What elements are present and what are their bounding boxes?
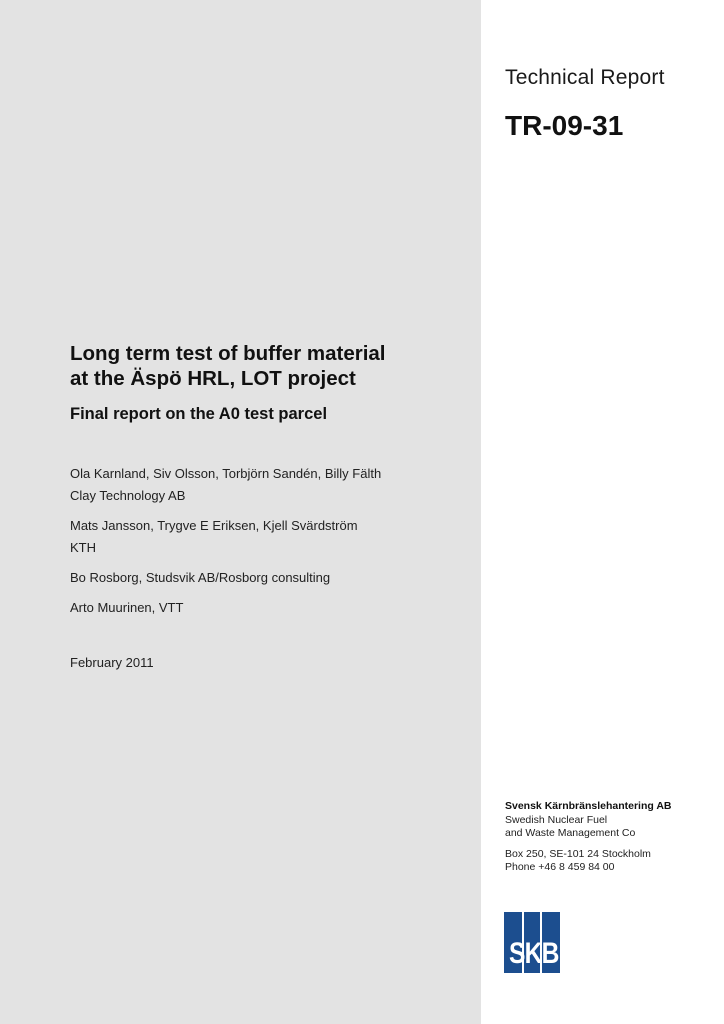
report-subtitle: Final report on the A0 test parcel [70,405,328,423]
author-list [70,463,470,627]
author-group [70,463,470,507]
author-names: Mats Jansson, Trygve E Eriksen, Kjell Svärdström [70,518,358,533]
report-title-line-1: Long term test of buffer material [70,342,386,365]
report-series-label: Technical Report [505,66,665,89]
title-block [70,341,470,424]
author-group [70,597,470,619]
publisher-name: Svensk Kärnbränslehantering AB [505,800,672,812]
publisher-block [505,800,715,875]
author-group [70,567,470,589]
author-affiliation: Clay Technology AB [70,488,186,503]
author-affiliation: KTH [70,540,96,555]
author-names: Bo Rosborg, Studsvik AB/Rosborg consulting [70,570,331,585]
report-title [70,341,470,391]
publisher-english-name-line-2: and Waste Management Co [505,827,636,839]
report-number: TR-09-31 [505,110,624,141]
report-title-line-2: at the Äspö HRL, LOT project [70,367,356,390]
publisher-english-name-line-1: Swedish Nuclear Fuel [505,813,608,826]
publisher-address: Box 250, SE-101 24 Stockholm [505,847,651,860]
skb-logo [504,912,560,973]
author-names: Arto Muurinen, VTT [70,600,184,615]
author-group [70,515,470,559]
author-names: Ola Karnland, Siv Olsson, Torbjörn Sandén, Billy Fälth [70,466,382,481]
logo-text: SKB [509,937,559,970]
publication-date: February 2011 [70,655,154,670]
publisher-phone: Phone +46 8 459 84 00 [505,861,615,873]
